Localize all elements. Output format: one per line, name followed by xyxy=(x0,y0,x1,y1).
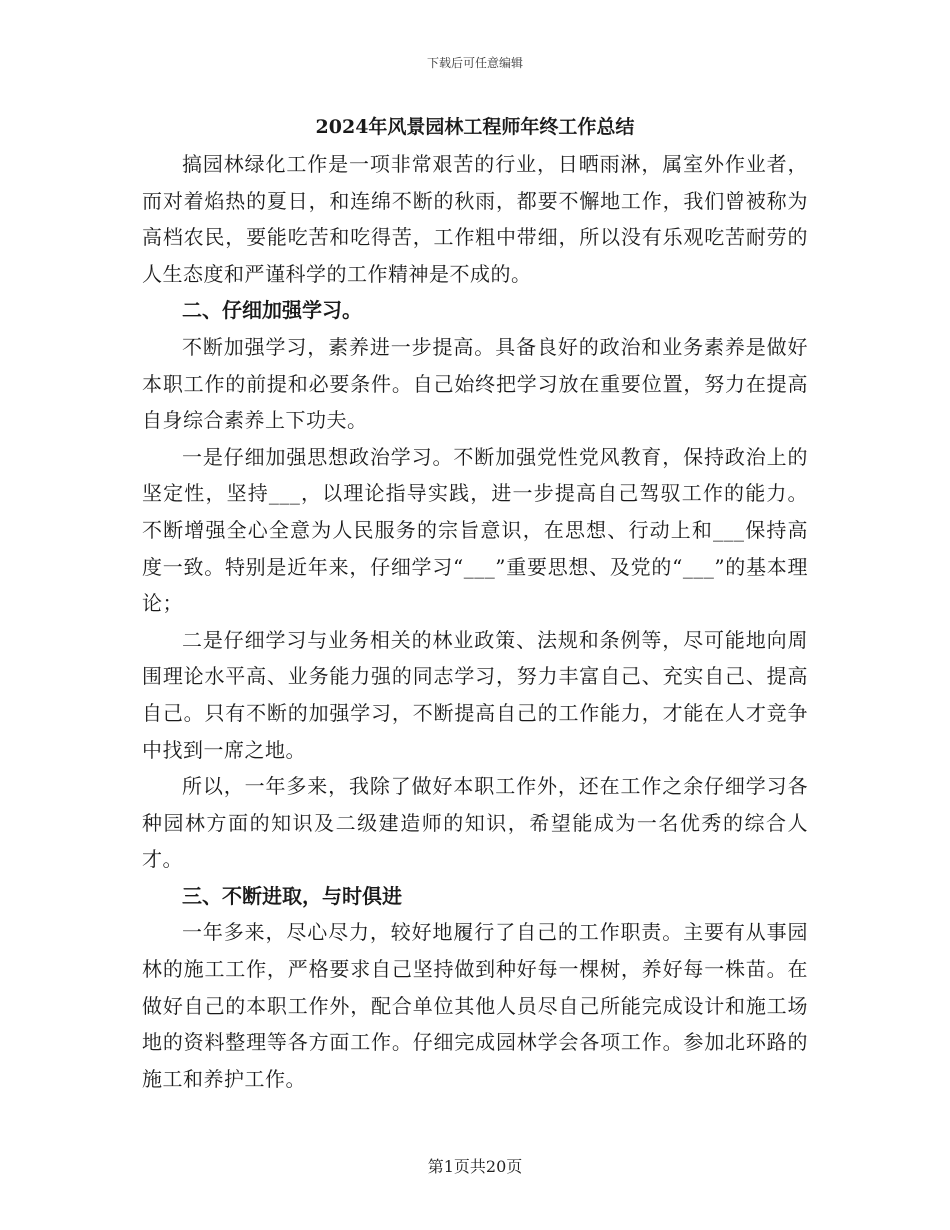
paragraph-study-intro: 不断加强学习，素养进一步提高。具备良好的政治和业务素养是做好本职工作的前提和必要条件。自己始终把学习放在重要位置，努力在提高自身综合素养上下功夫。 xyxy=(142,334,808,433)
paragraph-study-summary: 所以，一年多来，我除了做好本职工作外，还在工作之余仔细学习各种园林方面的知识及二级建造师的知识，希望能成为一名优秀的综合人才。 xyxy=(142,774,808,872)
document-body xyxy=(142,112,808,1097)
section-heading-progress: 三、不断进取，与时俱进 xyxy=(182,883,402,908)
header-note: 下载后可任意编辑 xyxy=(426,56,523,70)
document-title: 2024年风景园林工程师年终工作总结 xyxy=(315,116,635,138)
section-heading-study: 二、仔细加强学习。 xyxy=(182,298,362,323)
paragraph-intro: 搞园林绿化工作是一项非常艰苦的行业，日晒雨淋，属室外作业者，而对着焰热的夏日，和连绵不断的秋雨，都要不懈地工作，我们曾被称为高档农民，要能吃苦和吃得苦，工作粗中带细，所以没有乐观吃苦耐劳的人生态度和严谨科学的工作精神是不成的。 xyxy=(142,152,808,286)
paragraph-progress: 一年多来，尽心尽力，较好地履行了自己的工作职责。主要有从事园林的施工工作，严格要求自己坚持做到种好每一棵树，养好每一株苗。在做好自己的本职工作外，配合单位其他人员尽自己所能完成设计和施工场地的资料整理等各方面工作。仔细完成园林学会各项工作。参加北环路的施工和养护工作。 xyxy=(142,920,808,1091)
paragraph-political-study: 一是仔细加强思想政治学习。不断加强党性党风教育，保持政治上的坚定性，坚持___，以理论指导实践，进一步提高自己驾驭工作的能力。不断增强全心全意为人民服务的宗旨意识，在思想、行动上和___保持高度一致。特别是近年来，仔细学习“___”重要思想、及党的“___”的基本理论； xyxy=(142,444,808,616)
paragraph-business-study: 二是仔细学习与业务相关的林业政策、法规和条例等，尽可能地向周围理论水平高、业务能力强的同志学习，努力丰富自己、充实自己、提高自己。只有不断的加强学习，不断提高自己的工作能力，才能在人才竞争中找到一席之地。 xyxy=(142,627,808,762)
page-number: 第1页共20页 xyxy=(427,1157,523,1176)
